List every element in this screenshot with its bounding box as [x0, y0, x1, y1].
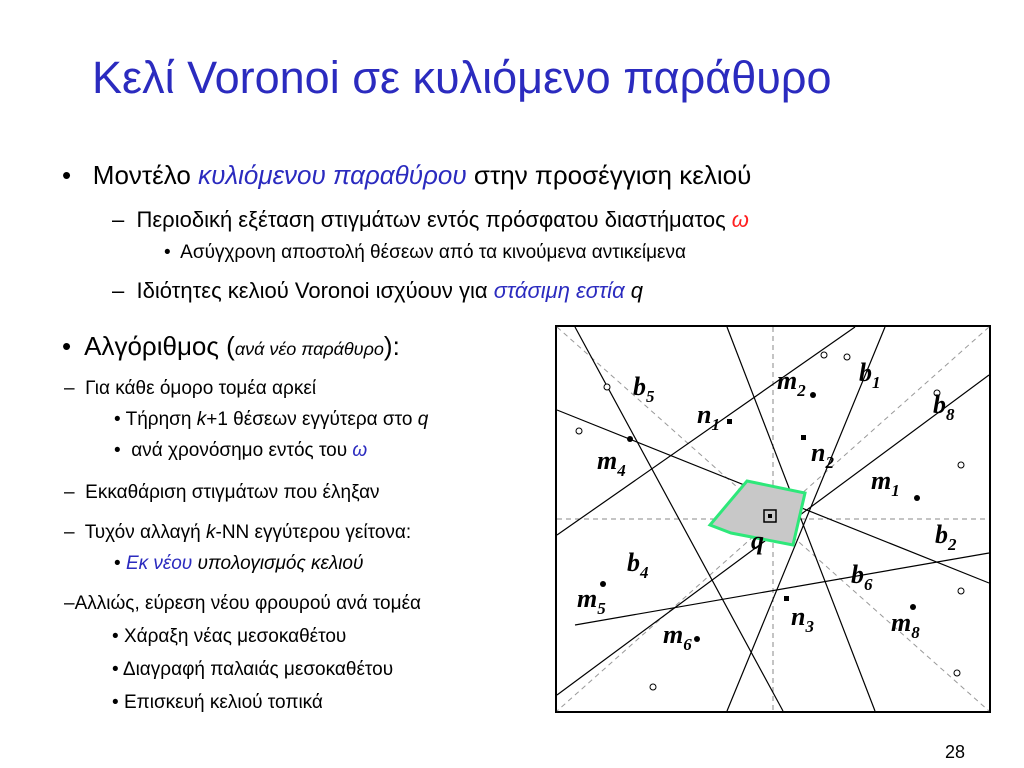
label-m6: $m_6$ — [663, 620, 692, 654]
bullet-text: ): — [383, 331, 400, 361]
omega-symbol: ω — [352, 440, 368, 461]
k-symbol: k — [196, 409, 207, 430]
subbullet-periodic: – Περιοδική εξέταση στιγμάτων εντός πρόσφατου διαστήματος ω — [112, 207, 749, 232]
k-symbol: k — [206, 522, 216, 543]
bullet-emphasis: κυλιόμενου παραθύρου — [198, 160, 467, 190]
point-n2 — [801, 435, 806, 440]
step-text: Εκκαθάριση στιγμάτων που έληξαν — [85, 482, 380, 503]
point-m4 — [627, 436, 633, 442]
hollow-point — [650, 684, 656, 690]
hollow-point — [958, 462, 964, 468]
step-else: –Αλλιώς, εύρεση νέου φρουρού ανά τομέα — [64, 593, 422, 614]
page-number: 28 — [945, 742, 966, 762]
hollow-point — [954, 670, 960, 676]
subbullet-emphasis: στάσιμη εστία — [493, 278, 625, 303]
step-timestamp: • ανά χρονόσημο εντός του ω — [114, 440, 368, 461]
slide-title: Κελί Voronoi σε κυλιόμενο παράθυρο — [92, 52, 832, 103]
point-m5 — [600, 581, 606, 587]
subsubbullet-text: Ασύγχρονη αποστολή θέσεων από τα κινούμενα αντικείμενα — [180, 242, 687, 263]
hollow-point — [576, 428, 582, 434]
step-text: Χάραξη νέας μεσοκαθέτου — [123, 626, 347, 647]
hollow-point — [958, 588, 964, 594]
step-text: Τήρηση — [125, 409, 197, 430]
bullet-text: στην προσέγγιση κελιού — [466, 160, 752, 190]
step-text: Τυχόν αλλαγή — [84, 522, 206, 543]
label-q: q — [751, 526, 764, 555]
subsubbullet-async: • Ασύγχρονη αποστολή θέσεων από τα κινούμενα αντικείμενα — [164, 242, 687, 263]
step-recompute: • Εκ νέου υπολογισμός κελιού — [114, 553, 364, 574]
step-change: – Τυχόν αλλαγή k-NN εγγύτερου γείτονα: — [64, 522, 412, 543]
point-m1 — [914, 495, 920, 501]
step-delete: • Διαγραφή παλαιάς μεσοκαθέτου — [112, 659, 394, 680]
step-draw: • Χάραξη νέας μεσοκαθέτου — [112, 626, 347, 647]
focus-point-q-center — [768, 514, 772, 518]
label-m1: $m_1$ — [871, 466, 900, 500]
label-m8: $m_8$ — [891, 608, 920, 642]
point-n3 — [784, 596, 789, 601]
q-symbol: q — [630, 278, 643, 303]
step-text: Επισκευή κελιού τοπικά — [123, 692, 323, 713]
bullet-dot: • — [62, 160, 72, 190]
bullet-algorithm: • Αλγόριθμος (ανά νέο παράθυρο): — [62, 331, 400, 361]
step-cleanup: – Εκκαθάριση στιγμάτων που έληξαν — [64, 482, 380, 503]
point-n1 — [727, 419, 732, 424]
step-text: ανά χρονόσημο εντός του — [131, 440, 353, 461]
step-text: Αλλιώς, εύρεση νέου φρουρού ανά τομέα — [74, 593, 422, 614]
label-n2: $n_2$ — [811, 438, 834, 472]
hollow-point — [844, 354, 850, 360]
step-text: Διαγραφή παλαιάς μεσοκαθέτου — [122, 659, 394, 680]
q-symbol: q — [417, 409, 429, 430]
step-neighbor: – Για κάθε όμορο τομέα αρκεί — [64, 378, 317, 399]
label-n3: $n_3$ — [791, 602, 814, 636]
label-m4: $m_4$ — [597, 446, 626, 480]
step-text: υπολογισμός κελιού — [192, 553, 364, 574]
point-m6 — [694, 636, 700, 642]
step-text: +1 θέσεων εγγύτερα στο — [206, 409, 418, 430]
step-text: -NN εγγύτερου γείτονα: — [215, 522, 412, 543]
subbullet-text: Ιδιότητες κελιού Voronoi ισχύουν για — [136, 278, 494, 303]
label-b8: $b_8$ — [933, 390, 955, 424]
hollow-point — [604, 384, 610, 390]
step-text: Για κάθε όμορο τομέα αρκεί — [85, 378, 317, 399]
hollow-point — [821, 352, 827, 358]
step-repair: • Επισκευή κελιού τοπικά — [112, 692, 323, 713]
step-keep: • Τήρηση k+1 θέσεων εγγύτερα στο q — [114, 409, 429, 430]
bullet-text: Αλγόριθμος ( — [84, 331, 235, 361]
label-b1: $b_1$ — [859, 358, 881, 392]
voronoi-figure — [555, 325, 991, 713]
label-b6: $b_6$ — [851, 560, 873, 594]
subbullet-text: Περιοδική εξέταση στιγμάτων εντός πρόσφατου διαστήματος — [136, 207, 732, 232]
step-emphasis: Εκ νέου — [125, 553, 193, 574]
label-b4: $b_4$ — [627, 548, 649, 582]
point-m2 — [810, 392, 816, 398]
subbullet-properties: – Ιδιότητες κελιού Voronoi ισχύουν για στάσιμη εστία q — [112, 278, 643, 303]
label-m5: $m_5$ — [577, 584, 606, 618]
label-m2: $m_2$ — [777, 366, 806, 400]
label-b2: $b_2$ — [935, 520, 957, 554]
label-b5: $b_5$ — [633, 372, 655, 406]
omega-symbol: ω — [731, 207, 749, 232]
bullet-text: Μοντέλο — [92, 160, 199, 190]
label-n1: $n_1$ — [697, 400, 720, 434]
bullet-model — [62, 160, 751, 191]
bullet-emphasis: ανά νέο παράθυρο — [234, 339, 384, 359]
